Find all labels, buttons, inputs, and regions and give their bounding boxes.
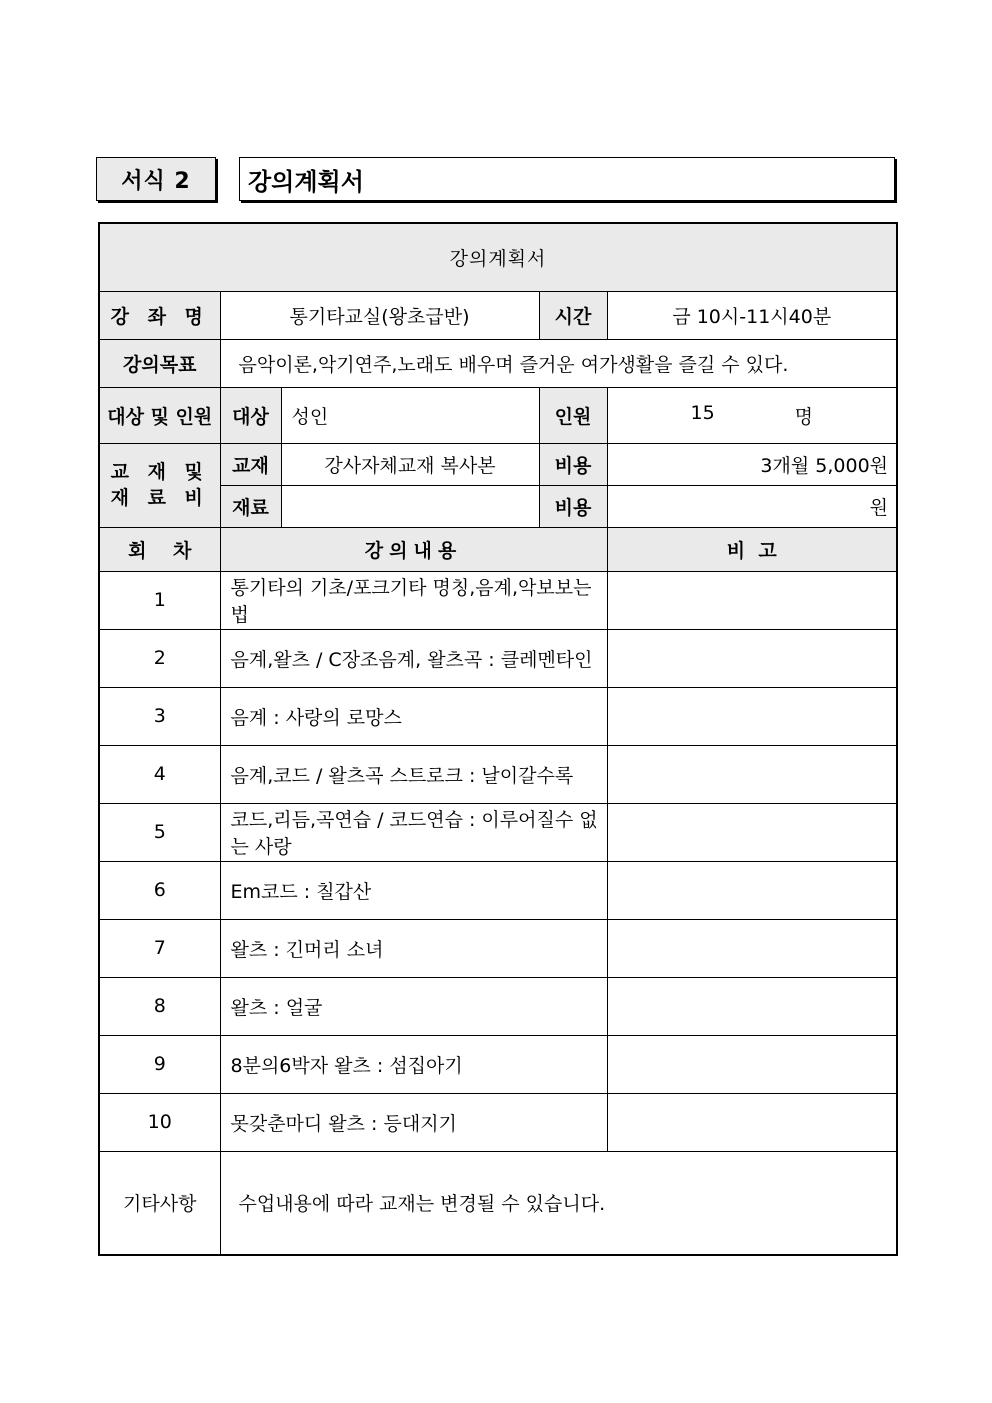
document-heading: 강의계획서 [239,157,895,201]
materials-group-label-line2: 재 료 비 [110,487,209,509]
textbook-value: 강사자체교재 복사본 [281,443,539,485]
session-content: 음계,왈츠 / C장조음계, 왈츠곡 : 클레멘타인 [220,629,607,687]
materials-group-label [99,443,220,527]
session-content: Em코드 : 칠갑산 [220,861,607,919]
form-number-tag: 서식 2 [96,157,216,201]
session-note [607,571,897,629]
session-number: 7 [99,919,220,977]
table-title: 강의계획서 [99,223,897,291]
session-content: 음계 : 사랑의 로망스 [220,687,607,745]
session-content: 음계,코드 / 왈츠곡 스트로크 : 날이갈수록 [220,745,607,803]
material-label: 재료 [220,485,281,527]
session-number: 3 [99,687,220,745]
session-number: 2 [99,629,220,687]
lecture-plan-table [98,222,898,1256]
session-content: 왈츠 : 얼굴 [220,977,607,1035]
session-number: 4 [99,745,220,803]
material-cost-value: 원 [607,485,897,527]
session-note [607,1093,897,1151]
session-content: 코드,리듬,곡연습 / 코드연습 : 이루어질수 없는 사랑 [220,803,607,861]
course-name-value: 통기타교실(왕초급반) [220,291,539,339]
target-label: 대상 [220,387,281,443]
session-note [607,629,897,687]
session-note [607,687,897,745]
textbook-cost-value: 3개월 5,000원 [607,443,897,485]
headcount-label: 인원 [539,387,607,443]
column-header-content: 강의내용 [220,527,607,571]
goal-value: 음악이론,악기연주,노래도 배우며 즐거운 여가생활을 즐길 수 있다. [220,339,897,387]
session-number: 10 [99,1093,220,1151]
session-note [607,861,897,919]
session-number: 5 [99,803,220,861]
session-note [607,803,897,861]
target-group-label: 대상 및 인원 [99,387,220,443]
materials-group-label-line1: 교 재 및 [110,461,209,483]
textbook-cost-label: 비용 [539,443,607,485]
session-number: 8 [99,977,220,1035]
column-header-note: 비 고 [607,527,897,571]
textbook-label: 교재 [220,443,281,485]
session-note [607,919,897,977]
remarks-value: 수업내용에 따라 교재는 변경될 수 있습니다. [220,1151,897,1255]
headcount-value: 15 [690,401,715,424]
headcount-cell [607,387,897,443]
session-note [607,1035,897,1093]
remarks-label: 기타사항 [99,1151,220,1255]
material-cost-label: 비용 [539,485,607,527]
session-note [607,977,897,1035]
goal-label: 강의목표 [99,339,220,387]
session-note [607,745,897,803]
session-content: 왈츠 : 긴머리 소녀 [220,919,607,977]
session-content: 8분의6박자 왈츠 : 섬집아기 [220,1035,607,1093]
column-header-session: 회 차 [99,527,220,571]
course-name-label: 강 좌 명 [99,291,220,339]
session-number: 6 [99,861,220,919]
session-number: 9 [99,1035,220,1093]
session-content: 통기타의 기초/포크기타 명칭,음계,악보보는법 [220,571,607,629]
session-number: 1 [99,571,220,629]
target-value: 성인 [281,387,539,443]
headcount-unit: 명 [794,405,814,428]
material-value [281,485,539,527]
time-label: 시간 [539,291,607,339]
time-value: 금 10시-11시40분 [607,291,897,339]
session-content: 못갖춘마디 왈츠 : 등대지기 [220,1093,607,1151]
